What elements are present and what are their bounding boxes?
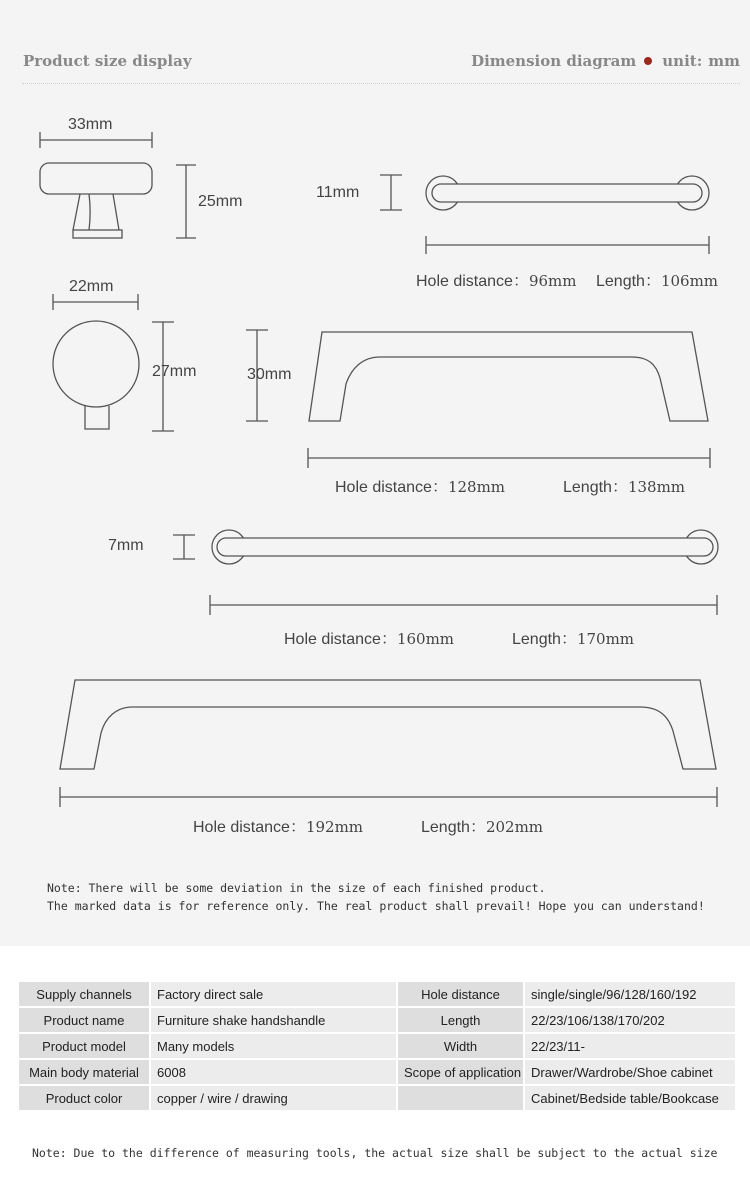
spec-key: Length (398, 1008, 523, 1032)
spec-key: Product color (19, 1086, 149, 1110)
handle-96-dims (416, 268, 577, 291)
spec-key: Supply channels (19, 982, 149, 1006)
deviation-note-line1: Note: There will be some deviation in the size of each finished product. (47, 881, 546, 895)
section-title: Product size display (23, 52, 192, 70)
measurement-note: Note: Due to the difference of measuring tools, the actual size shall be subject to the actual size (32, 1146, 718, 1160)
length-label: Length： (596, 273, 661, 290)
spec-table (17, 980, 737, 1112)
spec-value: 22/23/106/138/170/202 (525, 1008, 735, 1032)
handle-128-drawing (246, 330, 710, 468)
spec-value: copper / wire / drawing (151, 1086, 396, 1110)
length-value: 170mm (576, 630, 635, 648)
length-value: 106mm (660, 272, 719, 290)
spec-key: Hole distance (398, 982, 523, 1006)
square-knob-drawing (40, 132, 196, 238)
hole-distance-value: 128mm (447, 478, 506, 496)
knob-round-height: 27mm (152, 363, 197, 380)
hole-distance-label: Hole distance： (335, 479, 448, 496)
spec-value: Furniture shake handshandle (151, 1008, 396, 1032)
spec-key: Product name (19, 1008, 149, 1032)
spec-key (398, 1086, 523, 1110)
table-row (19, 1008, 735, 1032)
length-value: 202mm (485, 818, 544, 836)
table-row (19, 1034, 735, 1058)
spec-value: 22/23/11- (525, 1034, 735, 1058)
table-row (19, 1060, 735, 1084)
handle-192-drawing (60, 680, 717, 807)
spec-key: Scope of application (398, 1060, 523, 1084)
length-label: Length： (563, 479, 628, 496)
handle-160-dims (284, 626, 454, 649)
handle-128-dims (335, 474, 505, 497)
handle-96-drawing (380, 175, 709, 254)
spec-value: Many models (151, 1034, 396, 1058)
spec-value: Drawer/Wardrobe/Shoe cabinet (525, 1060, 735, 1084)
handle-192-dims (193, 814, 363, 837)
handle-96-length (596, 268, 718, 291)
unit-label: unit: (662, 52, 703, 70)
handle-128-length (563, 474, 685, 497)
table-row (19, 982, 735, 1006)
diagram-title: Dimension diagram (471, 52, 637, 70)
spec-value: single/single/96/128/160/192 (525, 982, 735, 1006)
table-row (19, 1086, 735, 1110)
spec-key: Width (398, 1034, 523, 1058)
hole-distance-value: 96mm (528, 272, 577, 290)
unit-value: mm (708, 52, 740, 70)
handle-160-thickness: 7mm (108, 537, 144, 554)
knob-square-width: 33mm (68, 116, 113, 133)
length-value: 138mm (627, 478, 686, 496)
handle-96-thickness: 11mm (316, 184, 360, 201)
spec-value: Factory direct sale (151, 982, 396, 1006)
spec-key: Main body material (19, 1060, 149, 1084)
handle-192-length (421, 814, 543, 837)
knob-round-width: 22mm (69, 278, 114, 295)
hole-distance-label: Hole distance： (416, 273, 529, 290)
hole-distance-value: 160mm (396, 630, 455, 648)
hole-distance-label: Hole distance： (193, 819, 306, 836)
handle-160-drawing (173, 530, 718, 615)
hole-distance-label: Hole distance： (284, 631, 397, 648)
length-label: Length： (421, 819, 486, 836)
deviation-note-line2: The marked data is for reference only. The real product shall prevail! Hope you can understand! (47, 899, 705, 913)
spec-key: Product model (19, 1034, 149, 1058)
hole-distance-value: 192mm (305, 818, 364, 836)
spec-value: 6008 (151, 1060, 396, 1084)
handle-160-length (512, 626, 634, 649)
handle-128-height: 30mm (247, 366, 292, 383)
length-label: Length： (512, 631, 577, 648)
spec-value: Cabinet/Bedside table/Bookcase (525, 1086, 735, 1110)
knob-square-height: 25mm (198, 193, 243, 210)
